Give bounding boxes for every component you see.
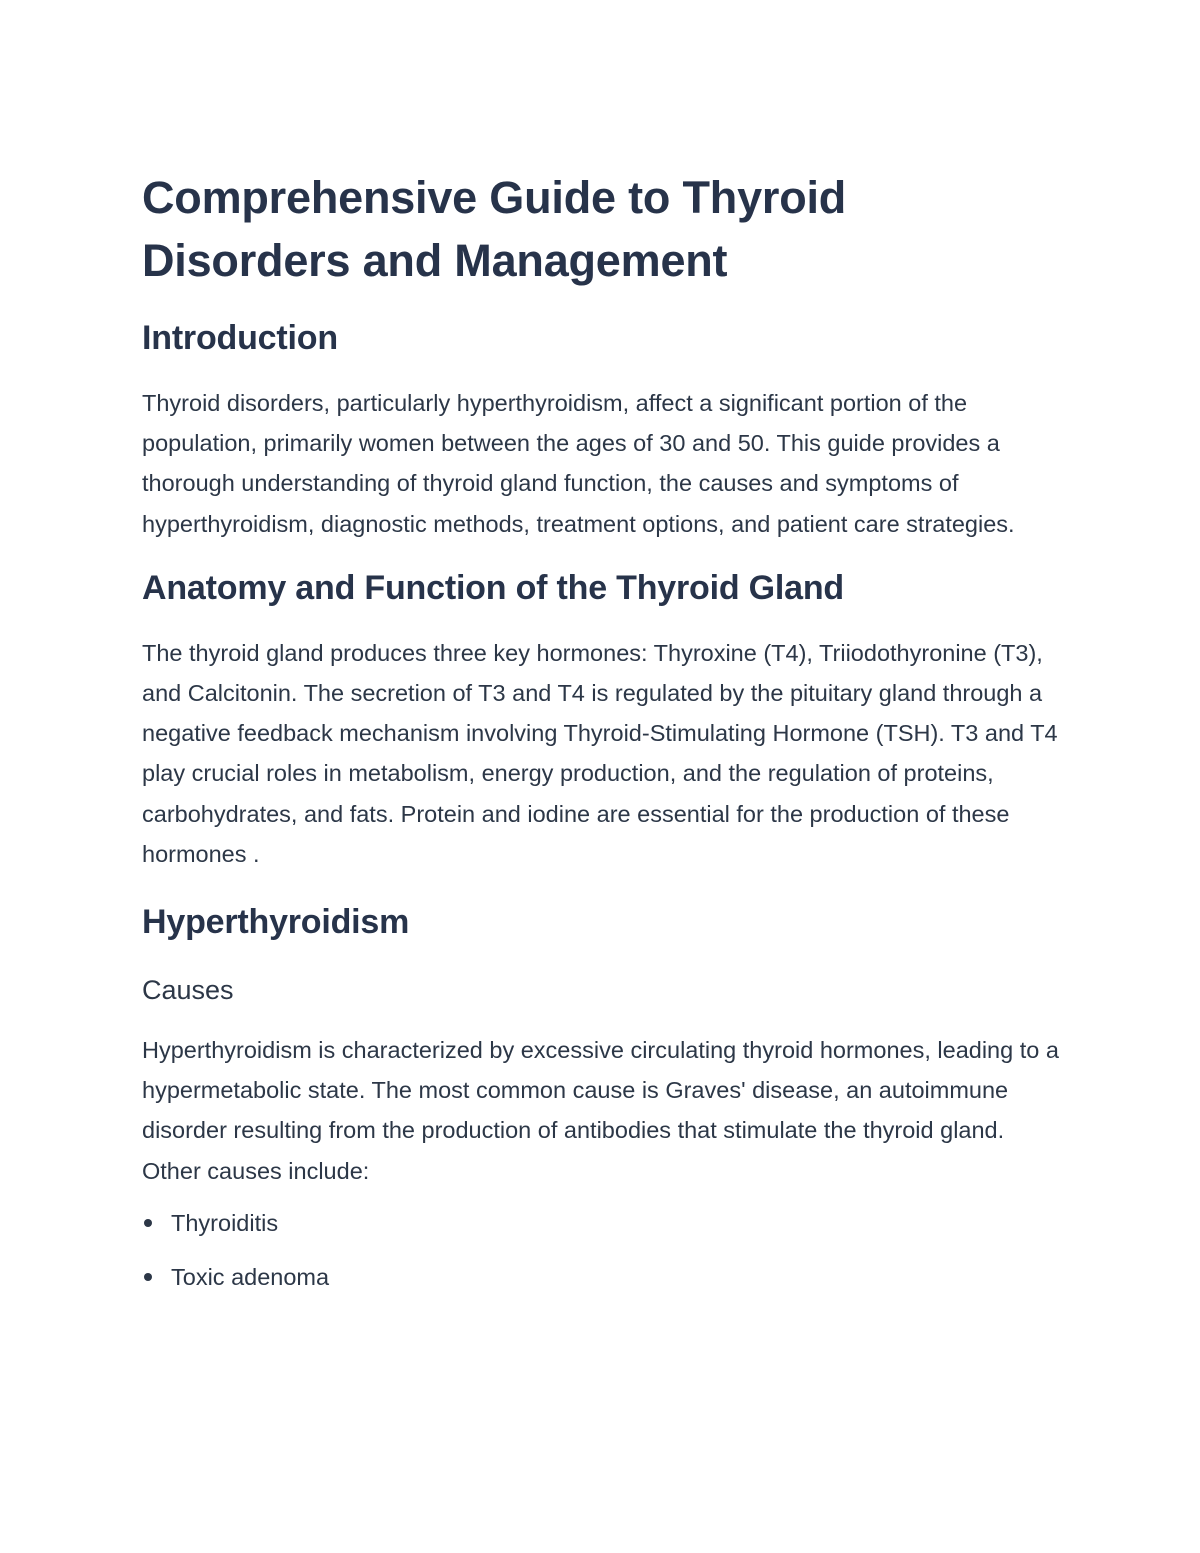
causes-list [142, 1205, 1067, 1295]
hyperthyroidism-heading: Hyperthyroidism [142, 903, 410, 942]
anatomy-paragraph: The thyroid gland produces three key hormones: Thyroxine (T4), Triiodothyronine (T3), and Calcitonin. The secretion of T3 and T4 is regulated by the pituitary gland through a negative feedback mechanism involving Thyroid-Stimulating Hormone (TSH). T3 and T4 play crucial roles in metabolism, energy production, and the regulation of proteins, carbohydrates, and fats. Protein and iodine are essential for the production of these hormones . [142, 639, 1058, 867]
bullet-icon [144, 1273, 152, 1281]
list-item-text: Toxic adenoma [171, 1263, 330, 1290]
document-page [142, 166, 1067, 1295]
bullet-icon [144, 1219, 152, 1227]
list-item [142, 1259, 1067, 1295]
anatomy-heading: Anatomy and Function of the Thyroid Gland [142, 568, 844, 607]
causes-paragraph: Hyperthyroidism is characterized by excessive circulating thyroid hormones, leading to a hypermetabolic state. The most common cause is Graves' disease, an autoimmune disorder resulting from the production of antibodies that stimulate the thyroid gland. Other causes include: [142, 1037, 1059, 1184]
introduction-heading: Introduction [142, 319, 338, 357]
causes-subheading: Causes [142, 975, 234, 1006]
list-item [142, 1205, 1067, 1241]
introduction-paragraph: Thyroid disorders, particularly hyperthyroidism, affect a significant portion of the population, primarily women between the ages of 30 and 50. This guide provides a thorough understanding of thyroid gland function, the causes and symptoms of hyperthyroidism, diagnostic methods, treatment options, and patient care strategies. [142, 390, 1015, 537]
document-title: Comprehensive Guide to Thyroid Disorders and Management [142, 172, 847, 286]
list-item-text: Thyroiditis [171, 1209, 279, 1236]
